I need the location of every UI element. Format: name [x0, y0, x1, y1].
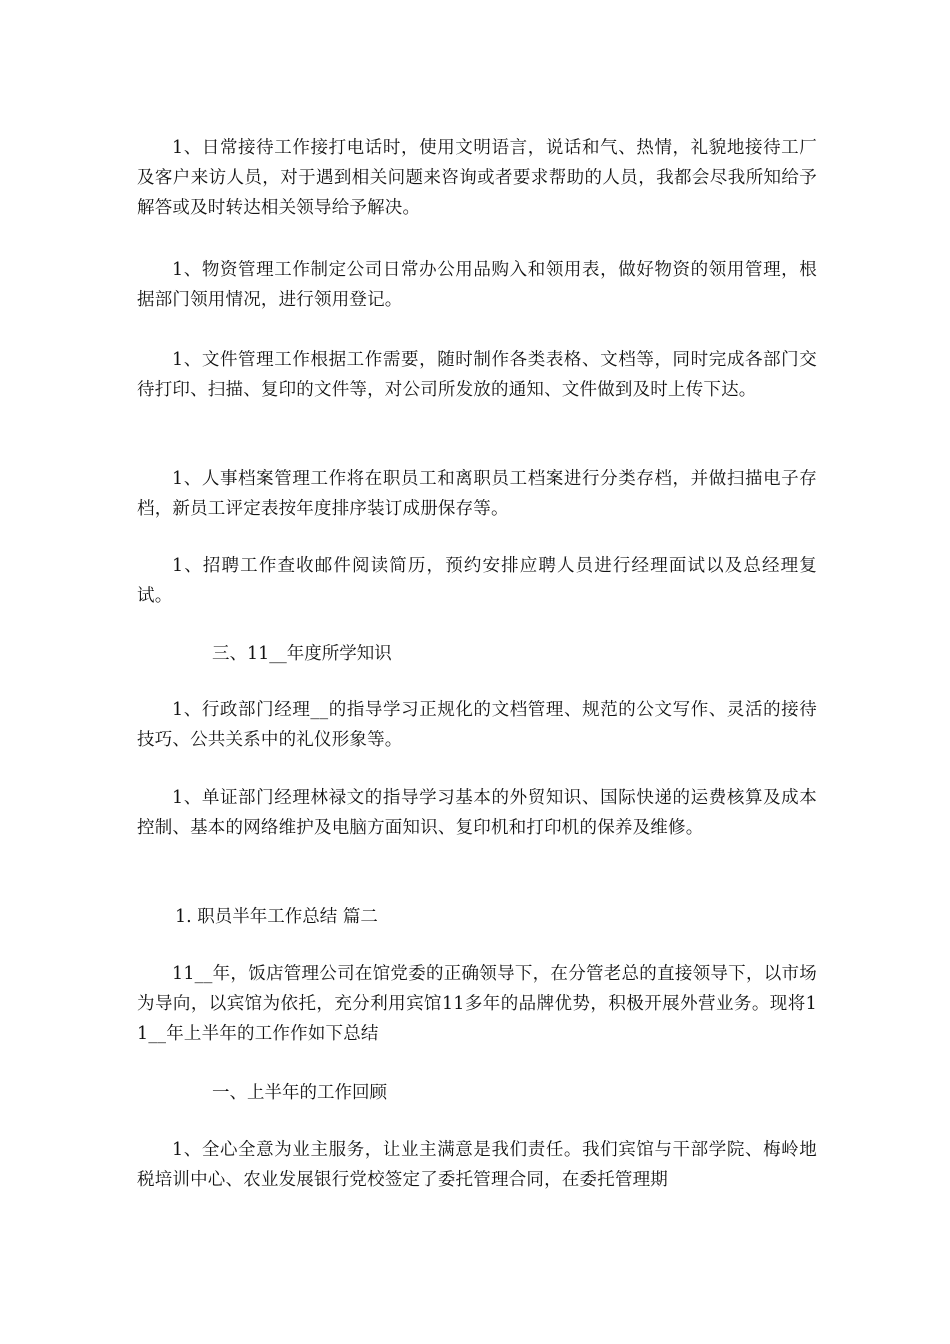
paragraph-admin-learning: 1、行政部门经理__的指导学习正规化的文档管理、规范的公文写作、灵活的接待技巧、公共关系中的礼仪形象等。 [137, 700, 817, 750]
paragraph-supplies: 1、物资管理工作制定公司日常办公用品购入和领用表，做好物资的领用管理，根据部门领用情况，进行领用登记。 [137, 260, 817, 310]
paragraph-recruitment: 1、招聘工作查收邮件阅读简历，预约安排应聘人员进行经理面试以及总经理复试。 [137, 556, 817, 606]
section-heading-knowledge: 三、11__年度所学知识 [212, 644, 392, 664]
paragraph-hotel-intro: 11__年，饭店管理公司在馆党委的正确领导下，在分管老总的直接领导下，以市场为导向，以宾馆为依托，充分利用宾馆11多年的品牌优势，积极开展外营业务。现将11__年上半年的工作作如下总结 [137, 964, 817, 1044]
paragraph-files: 1、文件管理工作根据工作需要，随时制作各类表格、文档等，同时完成各部门交待打印、扫描、复印的文件等，对公司所发放的通知、文件做到及时上传下达。 [137, 350, 817, 400]
paragraph-personnel: 1、人事档案管理工作将在职员工和离职员工档案进行分类存档，并做扫描电子存档，新员工评定表按年度排序装订成册保存等。 [137, 469, 817, 519]
paragraph-reception: 1、日常接待工作接打电话时，使用文明语言，说话和气、热情，礼貌地接待工厂及客户来访人员，对于遇到相关问题来咨询或者要求帮助的人员，我都会尽我所知给予解答或及时转达相关领导给予解决。 [137, 138, 817, 218]
section-heading-review: 一、上半年的工作回顾 [212, 1083, 387, 1103]
section-heading-part-two: 1. 职员半年工作总结 篇二 [175, 907, 378, 927]
paragraph-owner-service: 1、全心全意为业主服务，让业主满意是我们责任。我们宾馆与干部学院、梅岭地税培训中心、农业发展银行党校签定了委托管理合同，在委托管理期 [137, 1140, 817, 1190]
paragraph-docs-learning: 1、单证部门经理林禄文的指导学习基本的外贸知识、国际快递的运费核算及成本控制、基本的网络维护及电脑方面知识、复印机和打印机的保养及维修。 [137, 788, 817, 838]
